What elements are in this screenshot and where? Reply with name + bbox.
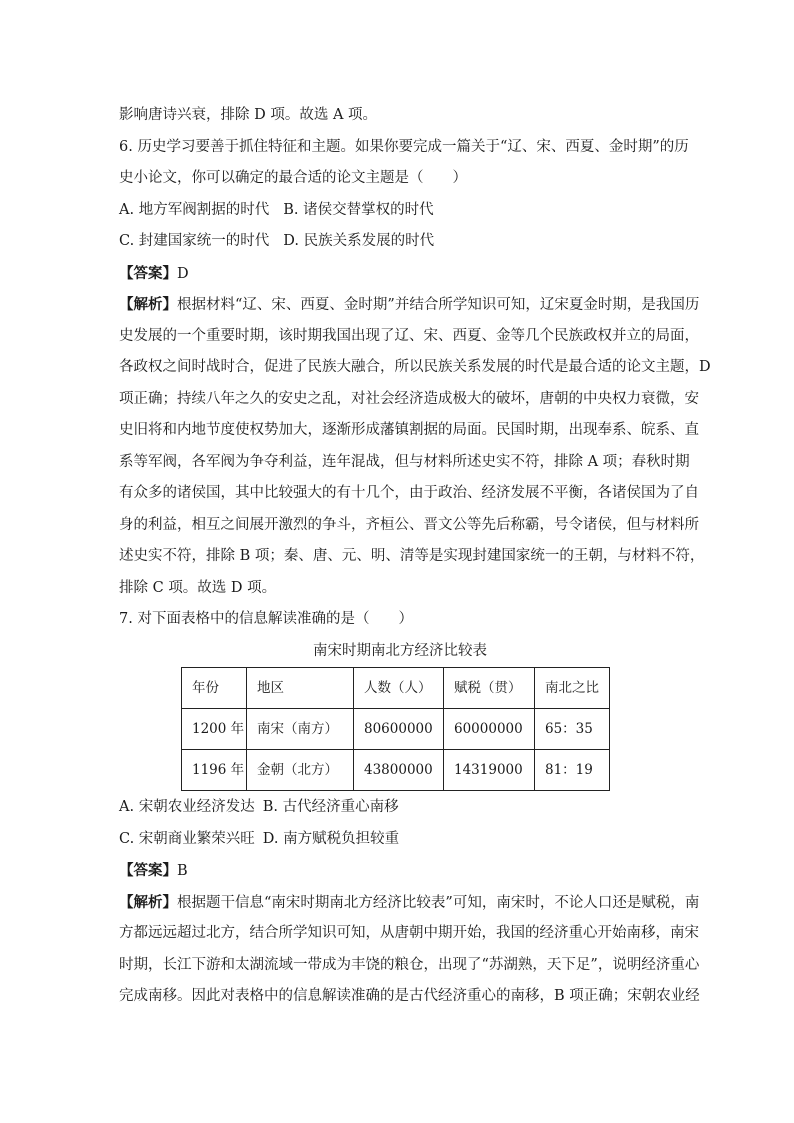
q6-analysis-text: 根据材料“辽、宋、西夏、金时期”并结合所学知识可知，辽宋夏金时期，是我国历	[177, 297, 700, 313]
q6-analysis-line: 排除 C 项。故选 D 项。	[119, 579, 277, 596]
document-body	[119, 100, 711, 1013]
q7-answer-value: B	[177, 863, 188, 879]
q6-option-b: B. 诸侯交替掌权的时代	[283, 201, 434, 218]
q6-answer-label: 【答案】	[119, 264, 177, 282]
cell-population: 80600000	[354, 709, 444, 750]
q6-analysis-line: 项正确；持续八年之久的安史之乱，对社会经济造成极大的破坏，唐朝的中央权力衰微，安	[119, 390, 699, 407]
table-row	[182, 750, 610, 791]
economy-comparison-table	[181, 667, 610, 791]
table-row	[182, 709, 610, 750]
q7-stem: 7. 对下面表格中的信息解读准确的是（ ）	[119, 611, 413, 627]
q7-options-row-1	[119, 792, 681, 824]
cell-year: 1196 年	[182, 750, 247, 791]
cell-region: 金朝（北方）	[247, 750, 354, 791]
q7-option-c: C. 宋朝商业繁荣兴旺	[119, 830, 255, 847]
q7-analysis-line: 方都远远超过北方，结合所学知识可知，从唐朝中期开始，我国的经济重心开始南移，南宋	[119, 925, 699, 941]
header-region: 地区	[247, 668, 354, 709]
previous-analysis-tail: 影响唐诗兴衰，排除 D 项。故选 A 项。	[119, 107, 378, 123]
cell-ratio: 81：19	[535, 750, 610, 791]
cell-population: 43800000	[354, 750, 444, 791]
q7-analysis-line: 时期，长江下游和太湖流域一带成为丰饶的粮仓，出现了“苏湖熟，天下足”，说明经济重心	[119, 956, 700, 973]
q7-option-d: D. 南方赋税负担较重	[262, 830, 400, 847]
q6-analysis-line: 史发展的一个重要时期，该时期我国出现了辽、宋、西夏、金等几个民族政权并立的局面，	[119, 327, 699, 344]
q6-option-d: D. 民族关系发展的时代	[283, 233, 435, 249]
header-population: 人数（人）	[354, 668, 444, 709]
q6-analysis-line: 身的利益，相互之间展开激烈的争斗，齐桓公、晋文公等先后称霸，号令诸侯，但与材料所	[119, 516, 699, 533]
q7-analysis-line: 完成南移。因此对表格中的信息解读准确的是古代经济重心的南移，B 项正确；宋朝农业经	[119, 988, 700, 1004]
q7-answer	[119, 855, 681, 887]
q7-analysis-text: 根据题干信息“南宋时期南北方经济比较表”可知，南宋时，不论人口还是赋税，南	[177, 894, 700, 911]
q6-analysis-label: 【解析】	[119, 296, 177, 313]
q7-answer-label: 【答案】	[119, 862, 177, 879]
q6-option-a: A. 地方军阀割据的时代	[119, 201, 270, 218]
header-ratio: 南北之比	[535, 668, 610, 709]
q7-option-b: B. 古代经济重心南移	[262, 799, 399, 815]
q6-analysis-line	[119, 289, 700, 321]
q6-option-c: C. 封建国家统一的时代	[119, 233, 270, 249]
q7-option-a: A. 宋朝农业经济发达	[119, 799, 255, 815]
q6-analysis-line: 史旧将和内地节度使权势加大，逐渐形成藩镇割据的局面。民国时期，出现奉系、皖系、直	[119, 422, 699, 438]
cell-tax: 60000000	[444, 709, 535, 750]
q7-options-row-2	[119, 824, 681, 856]
q6-stem-line-2: 史小论文，你可以确定的最合适的论文主题是（ ）	[119, 170, 467, 186]
cell-tax: 14319000	[444, 750, 535, 791]
q6-answer	[119, 258, 681, 290]
table-header-row	[182, 668, 610, 709]
q6-stem-line-1: 6. 历史学习要善于抓住特征和主题。如果你要完成一篇关于“辽、宋、西夏、金时期”的历	[119, 138, 689, 155]
q6-options-row-2	[119, 226, 681, 258]
cell-year: 1200 年	[182, 709, 247, 750]
q7-analysis-line	[119, 887, 700, 919]
cell-region: 南宋（南方）	[247, 709, 354, 750]
q6-analysis-line: 系等军阀，各军阀为争夺利益，连年混战，但与材料所述史实不符，排除 A 项；春秋时期	[119, 453, 690, 470]
q6-analysis-line: 述史实不符，排除 B 项；秦、唐、元、明、清等是实现封建国家统一的王朝，与材料不符，	[119, 548, 705, 564]
cell-ratio: 65：35	[535, 709, 610, 750]
q6-answer-value: D	[177, 265, 189, 282]
q7-table-title: 南宋时期南北方经济比较表	[313, 642, 487, 659]
q7-analysis-label: 【解析】	[119, 893, 177, 911]
header-tax: 赋税（贯）	[444, 668, 535, 709]
q6-analysis-line: 有众多的诸侯国，其中比较强大的有十几个，由于政治、经济发展不平衡，各诸侯国为了自	[119, 485, 699, 501]
q6-analysis-line: 各政权之间时战时合，促进了民族大融合，所以民族关系发展的时代是最合适的论文主题，D	[119, 359, 711, 375]
q6-options-row-1	[119, 195, 681, 227]
header-year: 年份	[182, 668, 247, 709]
